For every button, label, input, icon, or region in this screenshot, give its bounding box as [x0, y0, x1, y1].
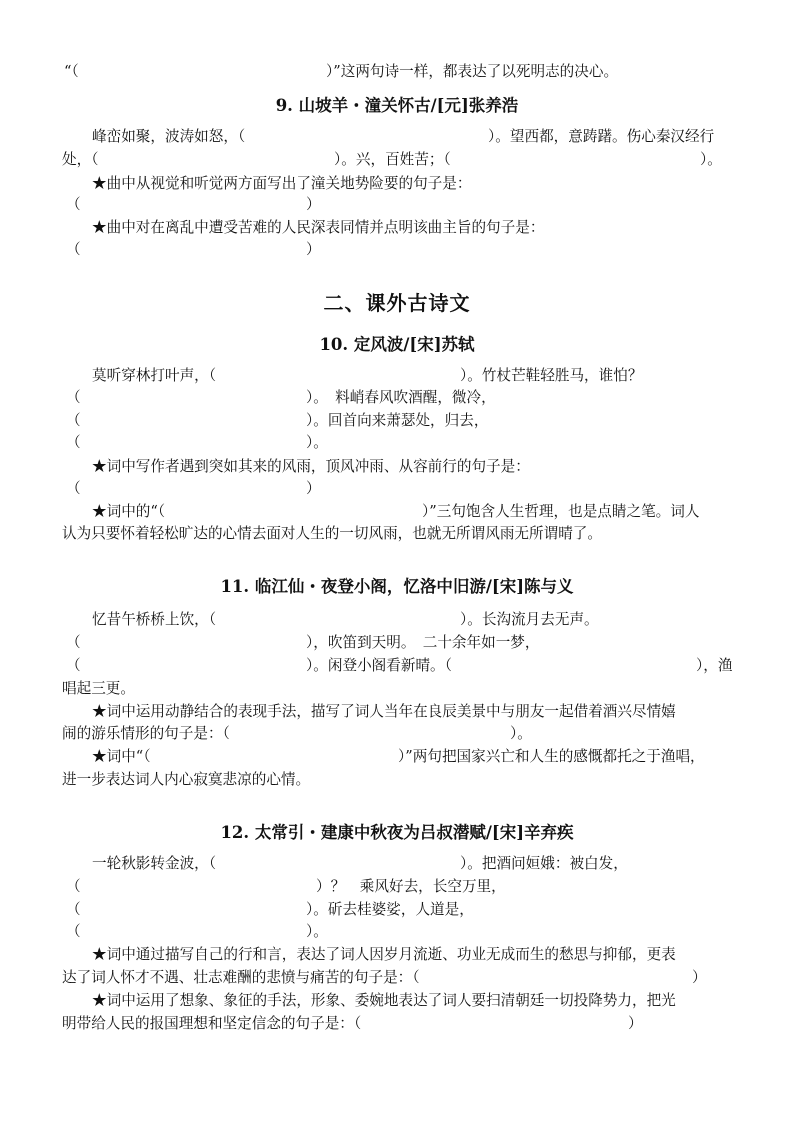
poem-line — [0, 608, 794, 632]
question-text: ）”三句饱含人生哲理，也是点睛之笔。词人 — [422, 503, 700, 520]
blank-close: ） — [306, 196, 321, 213]
line-text: ）？ 乘风好去，长空万里， — [316, 878, 506, 895]
question-text: ★曲中从视觉和听觉两方面写出了潼关地势险要的句子是： — [92, 175, 472, 192]
section-title: 二、课外古诗文 — [323, 291, 471, 315]
question — [0, 216, 794, 240]
poem-title: 10. 定风波/[宋]苏轼 — [319, 335, 475, 354]
line-text: 处，（ — [62, 151, 99, 168]
question — [0, 966, 794, 990]
blank-close: ） — [306, 241, 321, 258]
blank-close: ） — [628, 1015, 643, 1032]
line-text: （ — [66, 434, 81, 451]
poem-line — [0, 431, 794, 455]
poem-line — [0, 852, 794, 876]
blank-close: ）。 — [510, 725, 532, 742]
question-text: ）”两句把国家兴亡和人生的感慨都托之于渔唱， — [398, 748, 705, 765]
poem-line — [0, 875, 794, 899]
answer-blank — [0, 193, 794, 217]
question-text: ★词中写作者遇到突如其来的风雨，顶风冲雨、从容前行的句子是： — [92, 458, 530, 475]
question-text: 闹的游乐情形的句子是：（ — [62, 725, 230, 742]
line-text: ）。 — [306, 434, 328, 451]
line-text: （ — [66, 923, 81, 940]
question — [0, 722, 794, 746]
question — [0, 1012, 794, 1036]
line-text: ）。 料峭春风吹酒醒，微冷， — [306, 389, 496, 406]
line-text: ）。长沟流月去无声。 — [460, 611, 599, 628]
question-text: 达了词人怀才不遇、壮志难酬的悲愤与痛苦的句子是：（ — [62, 969, 420, 986]
poem-line — [0, 654, 794, 678]
line-text: 一轮秋影转金波，（ — [92, 855, 217, 872]
line-text: （ — [66, 878, 81, 895]
question — [0, 745, 794, 769]
line-text: 峰峦如聚，波涛如怒，（ — [92, 128, 246, 145]
line-text: ）。闲登小阁看新晴。（ — [306, 657, 452, 674]
question-text: ★词中运用了想象、象征的手法，形象、委婉地表达了词人要扫清朝廷一切投降势力，把光 — [92, 992, 676, 1009]
line-text: 唱起三更。 — [62, 680, 135, 697]
question — [0, 989, 794, 1013]
line-text: （ — [66, 901, 81, 918]
poem-line — [0, 898, 794, 922]
question-text: 进一步表达词人内心寂寞悲凉的心情。 — [62, 771, 311, 788]
answer-blank — [0, 477, 794, 501]
poem-line — [0, 409, 794, 433]
blank-open: “（ — [64, 63, 79, 80]
line-text: ），渔 — [696, 657, 733, 674]
line-text: 莫听穿林打叶声，（ — [92, 367, 217, 384]
line-text: ）。望西都，意踌躇。伤心秦汉经行 — [488, 128, 715, 145]
question-text: 明带给人民的报国理想和坚定信念的句子是：（ — [62, 1015, 362, 1032]
poem-line — [0, 386, 794, 410]
question-text: 认为只要怀着轻松旷达的心情去面对人生的一切风雨，也就无所谓风雨无所谓晴了。 — [62, 525, 602, 542]
line-text: 忆昔午桥桥上饮，（ — [92, 611, 217, 628]
line-text: （ — [66, 657, 81, 674]
poem-line — [0, 364, 794, 388]
poem-line — [0, 920, 794, 944]
line-text: ）。 — [700, 151, 722, 168]
line-text: （ — [66, 634, 81, 651]
poem-line — [0, 631, 794, 655]
line-text: ）。竹杖芒鞋轻胜马，谁怕？ — [460, 367, 643, 384]
question-text: ★词中运用动静结合的表现手法，描写了词人当年在良辰美景中与朋友一起借着酒兴尽情嬉 — [92, 703, 676, 720]
poem-line — [0, 148, 794, 172]
line-text: ）。 — [306, 923, 328, 940]
line-text: ）。把酒问姮娥：被白发， — [460, 855, 628, 872]
question-text: ★曲中对在离乱中遭受苦难的人民深表同情并点明该曲主旨的句子是： — [92, 219, 545, 236]
question — [0, 700, 794, 724]
poem-line — [0, 125, 794, 149]
question — [0, 455, 794, 479]
poem-title: 11. 临江仙・夜登小阁，忆洛中旧游/[宋]陈与义 — [220, 577, 574, 596]
line-text: （ — [66, 412, 81, 429]
poem-line — [0, 677, 794, 701]
question — [0, 943, 794, 967]
question-text: ★词中“（ — [92, 748, 151, 765]
blank-close: ） — [306, 480, 321, 497]
blank-close: ） — [692, 969, 707, 986]
blank-open: （ — [66, 196, 81, 213]
question — [0, 522, 794, 546]
line-text: ）。斫去桂婆娑，人道是， — [306, 901, 474, 918]
line-text: ）。回首向来萧瑟处，归去， — [306, 412, 489, 429]
answer-blank — [0, 238, 794, 262]
question — [0, 500, 794, 524]
poem-title: 12. 太常引・建康中秋夜为吕叔潜赋/[宋]辛弃疾 — [220, 823, 574, 842]
line-text: ），吹笛到天明。 二十余年如一梦， — [306, 634, 540, 651]
blank-open: （ — [66, 480, 81, 497]
poem-title: 9. 山坡羊・潼关怀古/[元]张养浩 — [275, 96, 519, 115]
intro-line — [0, 60, 794, 84]
question — [0, 768, 794, 792]
question-text: ★词中的“（ — [92, 503, 166, 520]
sentence-text: ）”这两句诗一样，都表达了以死明志的决心。 — [326, 63, 619, 80]
line-text: （ — [66, 389, 81, 406]
line-text: ）。兴，百姓苦；（ — [334, 151, 451, 168]
blank-open: （ — [66, 241, 81, 258]
question-text: ★词中通过描写自己的行和言，表达了词人因岁月流逝、功业无成而生的愁思与抑郁，更表 — [92, 946, 676, 963]
